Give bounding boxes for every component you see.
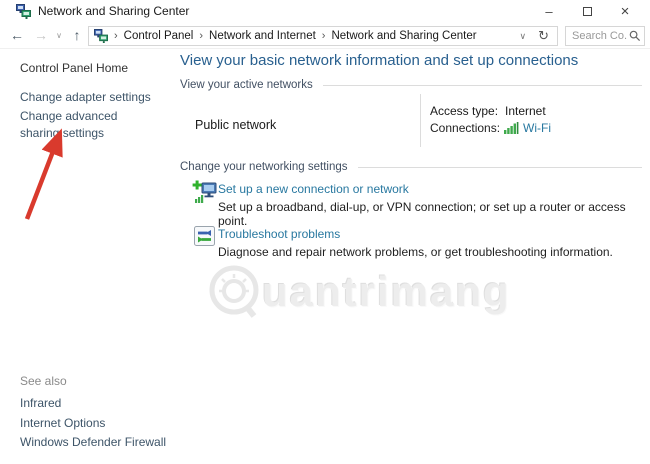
forward-button[interactable]: [32, 24, 50, 46]
close-icon: ×: [620, 2, 630, 20]
sidebar-item-control-panel-home[interactable]: Control Panel Home: [20, 61, 129, 75]
address-dropdown-button[interactable]: ∨: [519, 30, 527, 41]
troubleshoot-problems-description: Diagnose and repair network problems, or get troubleshooting information.: [218, 245, 613, 259]
minimize-button[interactable]: [530, 0, 568, 22]
close-button[interactable]: [606, 0, 644, 22]
sidebar-item-internet-options[interactable]: Internet Options: [20, 416, 106, 430]
sidebar-item-change-adapter-settings[interactable]: Change adapter settings: [20, 90, 151, 104]
search-input[interactable]: [572, 30, 628, 42]
task-troubleshoot-problems: [218, 227, 613, 259]
active-networks-section-label: View your active networks: [180, 79, 313, 91]
access-type-value: Internet: [505, 104, 546, 118]
sidebar-item-infrared[interactable]: Infrared: [20, 396, 62, 410]
search-box[interactable]: [565, 26, 645, 46]
breadcrumb-separator: ›: [321, 30, 326, 42]
sidebar-item-windows-defender-firewall[interactable]: Windows Defender Firewall: [20, 435, 167, 449]
back-button[interactable]: [8, 24, 26, 46]
up-button[interactable]: [68, 24, 86, 46]
wifi-connection-link[interactable]: Wi-Fi: [523, 121, 552, 135]
forward-icon: →: [34, 27, 48, 43]
network-app-icon: [16, 4, 31, 19]
breadcrumb-control-panel[interactable]: Control Panel: [123, 30, 194, 42]
title-bar: [0, 0, 650, 22]
troubleshoot-icon: [194, 226, 215, 246]
access-type-label: Access type:: [430, 104, 499, 118]
page-title: View your basic network information and set up connections: [180, 52, 579, 69]
breadcrumb-separator: ›: [114, 30, 118, 42]
maximize-icon: [583, 7, 592, 16]
see-also-label: See also: [20, 374, 67, 388]
active-network-column-divider: [420, 94, 421, 147]
maximize-button[interactable]: [568, 0, 606, 22]
active-networks-section-header: [180, 79, 642, 91]
chevron-down-icon: ∨: [56, 30, 62, 40]
setup-new-connection-link[interactable]: Set up a new connection or network: [218, 182, 409, 196]
address-bar[interactable]: [88, 26, 558, 46]
navigation-bar: [0, 22, 650, 49]
breadcrumb-separator: ›: [199, 30, 204, 42]
minimize-icon: –: [545, 3, 553, 19]
watermark-logo-icon: [208, 264, 262, 320]
connections-row: [430, 121, 551, 135]
task-setup-new-connection: [218, 182, 650, 228]
breadcrumb-network-and-sharing-center[interactable]: Network and Sharing Center: [331, 30, 477, 42]
new-connection-icon: [192, 180, 218, 204]
network-name: Public network: [195, 118, 277, 132]
wifi-signal-icon: [504, 122, 519, 134]
troubleshoot-problems-link[interactable]: Troubleshoot problems: [218, 227, 341, 241]
setup-new-connection-description: Set up a broadband, dial-up, or VPN connection; or set up a router or access point.: [218, 200, 626, 228]
up-icon: ↑: [73, 27, 81, 43]
breadcrumb-network-and-internet[interactable]: Network and Internet: [209, 30, 316, 42]
sidebar-item-change-advanced-sharing-settings[interactable]: Change advanced sharing settings: [20, 109, 118, 140]
quantrimang-watermark: [208, 264, 511, 320]
watermark-text: uantrimang: [262, 268, 511, 315]
window-title: Network and Sharing Center: [38, 4, 190, 18]
section-divider-line: [358, 167, 643, 168]
back-icon: ←: [10, 27, 24, 43]
networking-settings-section-label: Change your networking settings: [180, 161, 348, 173]
recent-pages-dropdown[interactable]: [52, 24, 66, 46]
networking-settings-section-header: [180, 161, 642, 173]
search-icon: [629, 30, 641, 42]
refresh-button[interactable]: ↻: [538, 28, 549, 43]
connections-label: Connections:: [430, 121, 501, 135]
network-breadcrumb-icon: [94, 29, 108, 43]
section-divider-line: [323, 85, 642, 86]
